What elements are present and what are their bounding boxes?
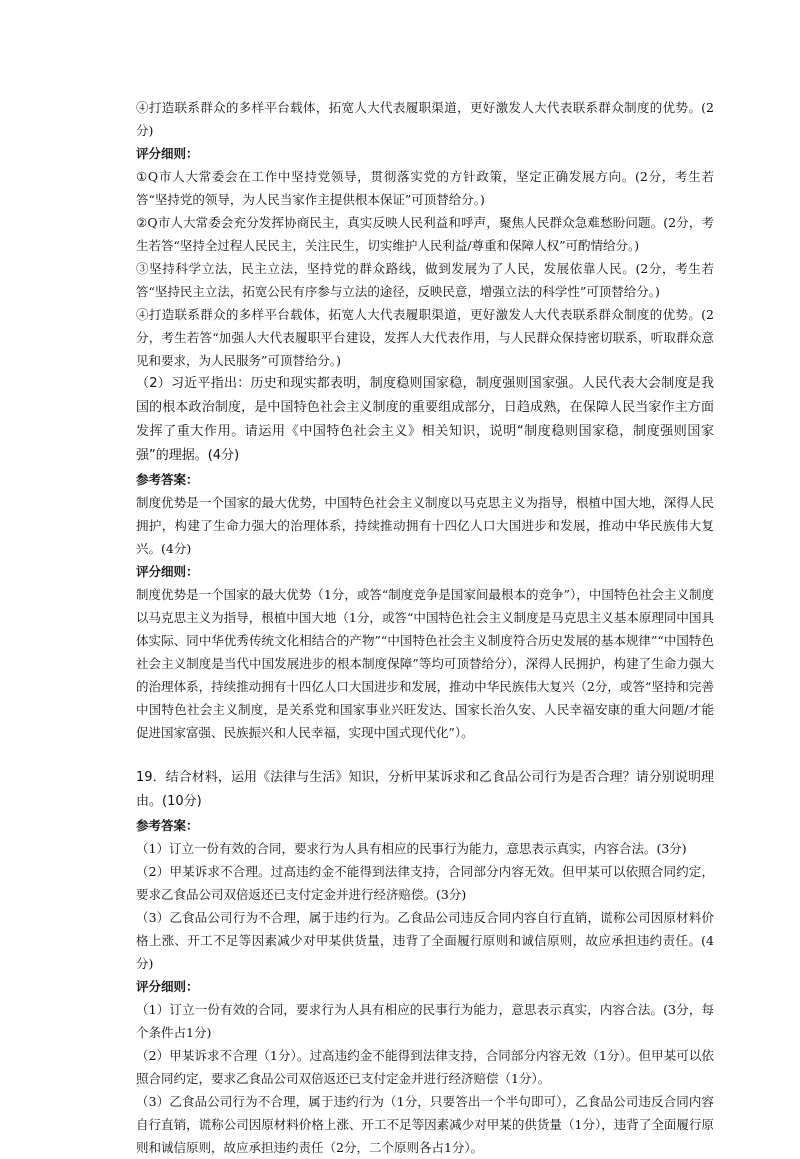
item-4-paragraph: ④打造联系群众的多样平台载体，拓宽人大代表履职渠道，更好激发人大代表联系群众制度的优势。(2分) [136,100,714,138]
grading-point-2: ②Q市人大常委会充分发挥协商民主，真实反映人民利益和呼声，聚焦人民群众急难愁盼问题。(2分，考生若答“坚持全过程人民民主，关注民生，切实维护人民利益/尊重和保障人权”可酌情给分。) [136,215,714,253]
grading-point-1: （1）订立一份有效的合同，要求行为人具有相应的民事行为能力，意思表示真实，内容合法。(3分，每个条件占1分) [136,1002,714,1040]
grading-point-2: （2）甲某诉求不合理（1分）。过高违约金不能得到法律支持，合同部分内容无效（1分）。但甲某可以依照合同约定，要求乙食品公司双倍返还已支付定金并进行经济赔偿（1分）。 [136,1048,714,1086]
answer-point-1: （1）订立一份有效的合同，要求行为人具有相应的民事行为能力，意思表示真实，内容合法。(3分) [136,841,687,856]
answer-point-2: （2）甲某诉求不合理。过高违约金不能得到法律支持，合同部分内容无效。但甲某可以依照合同约定，要求乙食品公司双倍返还已支付定金并进行经济赔偿。(3分) [136,864,714,902]
question-2-text: （2）习近平指出：历史和现实都表明，制度稳则国家稳，制度强则国家强。人民代表大会制度是我国的根本政治制度，是中国特色社会主义制度的重要组成部分，日趋成熟，在保障人民当家作主方面发挥了重大作用。请运用《中国特色社会主义》相关知识，说明“制度稳则国家稳，制度强则国家强”的理据。(4分) [136,376,714,463]
grading-point-3: （3）乙食品公司行为不合理，属于违约行为（1分，只要答出一个半句即可），乙食品公司违反合同内容自行直销，谎称公司因原材料价格上涨、开工不足等因素减少对甲某的供货量（1分），违背了全面履行原则和诚信原则，故应承担违约责任（2分，二个原则各占1分）。 [136,1094,714,1155]
grading-point-3: ③坚持科学立法，民主立法，坚持党的群众路线，做到发展为了人民，发展依靠人民。(2分，考生若答“坚持民主立法，拓宽公民有序参与立法的途径，反映民意，增强立法的科学性”可顶替给分。) [136,261,714,299]
spacer [118,744,714,766]
grading-heading: 评分细则： [136,979,199,994]
grading-paragraph: 制度优势是一个国家的最大优势（1分，或答“制度竞争是国家间最根本的竞争”），中国特色社会主义制度以马克思主义为指导，根植中国大地（1分，或答“中国特色社会主义制度是马克思主义基本原理同中国具体实际、同中华优秀传统文化相结合的产物”“中国特色社会主义制度符合历史发展的基本规律”“中国特色社会主义制度是当代中国发展进步的根本制度保障”等均可顶替给分），深得人民拥护，构建了生命力强大的治理体系，持续推动拥有十四亿人口大国进步和发展，推动中华民族伟大复兴（2分，或答“坚持和完善中国特色社会主义制度，是关系党和国家事业兴旺发达、国家长治久安、人民幸福安康的重大问题/才能促进国家富强、民族振兴和人民幸福，实现中国式现代化”）。 [136,587,714,740]
grading-point-1: ①Q市人大常委会在工作中坚持党领导，贯彻落实党的方针政策，坚定正确发展方向。(2分，考生若答“坚持党的领导，为人民当家作主提供根本保证”可顶替给分。) [136,169,714,207]
answer-heading: 参考答案： [136,818,199,833]
answer-heading: 参考答案： [136,472,199,487]
answer-point-3: （3）乙食品公司行为不合理，属于违约行为。乙食品公司违反合同内容自行直销，谎称公司因原材料价格上涨、开工不足等因素减少对甲某供货量，违背了全面履行原则和诚信原则，故应承担违约责任。(4分) [136,910,714,971]
answer-paragraph: 制度优势是一个国家的最大优势，中国特色社会主义制度以马克思主义为指导，根植中国大地，深得人民拥护，构建了生命力强大的治理体系，持续推动拥有十四亿人口大国进步和发展，推动中华民族伟大复兴。(4分) [136,495,714,556]
grading-heading: 评分细则： [136,564,199,579]
question-19-text: 19．结合材料，运用《法律与生活》知识，分析甲某诉求和乙食品公司行为是否合理？请分别说明理由。(10分) [136,770,714,809]
grading-point-4: ④打造联系群众的多样平台载体，拓宽人大代表履职渠道，更好激发人大代表联系群众制度的优势。(2分，考生若答“加强人大代表履职平台建设，发挥人大代表作用，与人民群众保持密切联系，听取群众意见和要求，为人民服务”可顶替给分。) [136,307,714,368]
grading-heading: 评分细则： [136,146,199,161]
